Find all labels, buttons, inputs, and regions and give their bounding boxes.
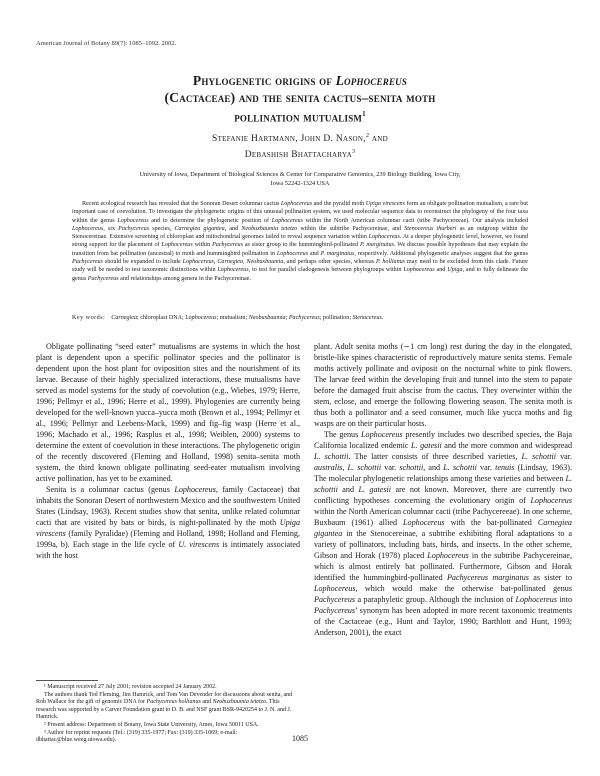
abstract-text: , and to fully delineate the genus (72, 267, 528, 282)
footnote-1: ¹ Manuscript received 27 July 2001; revision accepted 24 January 2002. (44, 684, 217, 690)
keyword-sep: ; (285, 315, 289, 321)
taxon: Pachycereus (314, 595, 356, 604)
footnote-divider (36, 680, 98, 681)
paragraph-text: with the bat-pollinated (444, 518, 538, 527)
author-list (60, 130, 540, 162)
abstract-text: and (434, 267, 448, 274)
abstract-taxon: Stenocereus thurberi (404, 225, 457, 232)
abstract-text: and (308, 250, 321, 257)
abstract-text: Recent ecological research has revealed that the Sonoran Desert columnar cactus (82, 201, 281, 207)
taxon: Lophocereus (403, 518, 445, 527)
taxon: L. schottii (314, 452, 349, 461)
paragraph-text: plant. Adult senita moths (∼1 cm long) rest during the day in the elongated, bristle-like spines characteristic of reproductively mature senita stems. Female moths actively pollinate and oviposit on the nocturnal white to pink flowers. The larvae feed within the developing fruit and tunnel into the stem to papate before the damaged fruit abscise from the cactus. They overwinter within the stem, eclose, and emerge the following flowering season. The senita moth is thus both a pollinator and a seed consumer, much like yucca moths and fig wasps are on their particular hosts. (314, 342, 572, 428)
abstract-text: within (192, 242, 213, 249)
abstract-taxon: Neobuxbaumia tetetzo (241, 225, 298, 232)
abstract-taxon: Carnegiea gigantea (174, 225, 225, 232)
abstract-taxon: Lophocereus (117, 217, 149, 224)
article-title (60, 72, 540, 126)
paragraph (36, 484, 300, 561)
paragraph (36, 341, 300, 484)
paragraph-text: , and (423, 463, 444, 472)
footnote-1-acknowledgments (36, 692, 300, 722)
abstract-taxon: Lophocereus, Carnegiea, Neobuxbaumia (182, 259, 284, 266)
taxon: Lophocereus (427, 551, 469, 560)
paragraph-text: , family Cactaceae) that inhabits the Sonoran Desert of northwestern Mexico and the southwestern United States (Lindsay, 1963). Recent studies show that senita, unlike related columnar cacti that are visited by bats or birds, is night-pollinated by the moth (36, 485, 300, 527)
abstract-text: within the subtribe Pachycereinae, and (297, 225, 405, 232)
abstract-text: should be expanded to include (102, 259, 183, 266)
paragraph (314, 341, 572, 429)
paragraph-text: a paraphyletic group. Although the inclusion of (355, 595, 516, 604)
taxon: Lophocereus (530, 496, 572, 505)
abstract-text: and to determine the phylogenetic position of (148, 217, 272, 224)
body-column-right (314, 341, 572, 638)
abstract-taxon: Upiga virescens (365, 201, 405, 207)
paragraph-text: presently includes two described species, the Baja California localized endemic (314, 430, 572, 450)
taxon: Upiga virescens (36, 518, 300, 538)
abstract-taxon: Lophocereus (72, 225, 104, 232)
paragraph-text: , (342, 463, 348, 472)
paragraph-text: are not known. Moreover, there are currently two conflicting hypotheses concerning the evolutionary origin of (314, 485, 572, 505)
paragraph-text: is intimately associated with the host (36, 540, 300, 560)
paragraph-text: var. (555, 452, 573, 461)
keyword: Lophocereus (185, 315, 217, 321)
taxon: L. gatesii (411, 441, 442, 450)
abstract (72, 200, 528, 283)
taxon: Lophocereus (174, 485, 216, 494)
keyword: Neobuxbaumia (248, 315, 286, 321)
abstract-text: within the North American columnar cacti (tribe Pachycereeae). Our analysis included (302, 217, 529, 224)
paragraph-text: Senita is a columnar cactus (genus (46, 485, 175, 494)
affiliation (60, 170, 540, 188)
paragraph (314, 429, 572, 638)
abstract-text: species, (149, 225, 175, 232)
abstract-text: , respectively. Additional phylogenetic analyses suggest that the genus (354, 250, 528, 257)
paragraph-text: and (337, 485, 359, 494)
abstract-taxon: Pachycereus (87, 275, 119, 282)
paragraph-text: (Lindsay, 1963). The molecular phylogenetic relationships among these varieties and between (314, 463, 572, 483)
abstract-taxon: Lophocereus (280, 201, 313, 207)
title-line-2: (Cactaceae) and the senita cactus–senita moth (164, 90, 436, 105)
author-mark-3: 3 (351, 149, 356, 156)
abstract-taxon: Upiga (447, 267, 463, 274)
keywords (72, 314, 528, 322)
keyword-sep: ; mutualism; (216, 315, 249, 321)
taxon: schottii (399, 463, 424, 472)
taxon: L. schottii (347, 463, 382, 472)
abstract-text: . We discuss possible hypotheses that may explain the transition from bat pollination (ancestral) to moth and hummingbird pollination in (72, 242, 528, 257)
keyword-sep: ; chloroplast DNA; (137, 315, 186, 321)
abstract-text: as sister group to the hummingbird-pollinated (242, 242, 361, 249)
abstract-text: . At a deeper phylogenetic level, however, we found strong support for the placement of (72, 234, 528, 249)
abstract-text: , and perhaps other species, whereas (283, 259, 376, 266)
paragraph-text: (family Pyralidae) (Fleming and Holland, 1998; Holland and Fleming, 1999a, b). Each stage in the life cycle of (36, 529, 300, 549)
paragraph-text: var. (381, 463, 400, 472)
taxon: Lophocereus (361, 430, 403, 439)
journal-citation: American Journal of Botany 89(7): 1085–1092. 2002. (36, 40, 177, 47)
affiliation-line-1: University of Iowa, Department of Biological Sciences & Center for Comparative Genomics, 239 Biology Building, Iowa City, (139, 171, 461, 178)
taxon: L. schottii (521, 452, 556, 461)
paragraph-text: and the more common and widespread (441, 441, 572, 450)
taxon: Lophocereus (515, 595, 557, 604)
keywords-label: Key words: (72, 315, 106, 321)
abstract-taxon: Lophocereus (161, 242, 193, 249)
authors-line-1: Stefanie Hartmann, John D. Nason, (212, 134, 366, 145)
abstract-taxon: Lophocereus (217, 267, 249, 274)
page-number: 1085 (292, 734, 308, 743)
affiliation-line-2: Iowa 52242-1324 USA (270, 180, 330, 187)
taxon: L. schottii (314, 474, 572, 494)
body-column-left (36, 341, 300, 561)
paragraph-text: ’ synonym has been adopted in more recent taxonomic treatments of the Cactaceae (e.g., Hunt and Taylor, 1990; Barthlott and Hunt, 1993; Anderson, 2001), the exact (314, 606, 572, 637)
paragraph-text: in the Stenocereinae, a subtribe exhibiting floral adaptations to a variety of pollinators, including bats, birds, and insects. In the other scheme, Gibson and Horak (1978) placed (314, 529, 572, 560)
footnote-3: ³ Author for reprint requests (Tel.: (319) 335-1977; Fax: (319) 335-1069; e-mail: dbhattac@blue.weeg.uiowa.edu). (36, 729, 238, 744)
abstract-taxon: P. hollianus (375, 259, 406, 266)
title-footnote-mark: 1 (362, 110, 366, 118)
paragraph-text: var. (476, 463, 496, 472)
abstract-text: , six (103, 225, 119, 232)
authors-and: and (369, 134, 388, 145)
paragraph-text: , which would make the otherwise bat-pollinated genus (355, 584, 572, 593)
paragraph-text: into (556, 595, 572, 604)
paragraph-text: . The latter consists of three described varieties, (348, 452, 522, 461)
title-line-3: pollination mutualism (234, 109, 363, 125)
taxon: australis (314, 463, 343, 472)
paragraph-text: as sister to (528, 573, 572, 582)
footnote-text: The authors thank Ted Fleming, Jim Hamrick, and Tom Van Devender for discussions about senita, and Rob Wallace for the gift of genomic DNA for (36, 691, 293, 706)
taxon: Lophocereus (314, 584, 356, 593)
keyword-sep: . (381, 315, 384, 321)
abstract-text: , to test for parallel cladogenesis between phylogroups within (248, 267, 404, 274)
footnote-2: ² Present address: Department of Botany, Iowa State University, Ames, Iowa 50011 USA. (44, 721, 259, 728)
abstract-text: , and (224, 225, 242, 232)
taxon: Pachycereus hollianus (146, 699, 201, 706)
paragraph-text: within the North American columnar cacti (tribe Pachycereeae). In one scheme, Buxbaum (1961) allied (314, 507, 572, 527)
abstract-taxon: Pachycereus (118, 225, 150, 232)
abstract-taxon: Pachycereus (212, 242, 243, 249)
taxon: U. virescens (178, 540, 220, 549)
title-line-1a: Phylogenetic origins of (192, 73, 336, 88)
keyword-sep: ; pollination; (319, 315, 353, 321)
keyword: Stenocereus (352, 315, 382, 321)
taxon: tenuis (495, 463, 515, 472)
title-genus: Lophocereus (335, 73, 408, 88)
taxon: Pachycereus (314, 606, 356, 615)
abstract-text: form an obligate pollination mutualism, a rare but important case of coevolution. To investigate the phylogenetic origins of this unusual pollination system, we used molecular sequence data to reconstruct the phylogeny of the four taxa within the genus (72, 201, 528, 224)
taxon: Neobuxbaumia tetetzo (212, 699, 266, 706)
authors-line-2: Debashish Bhattacharya (244, 150, 352, 161)
abstract-text: and relationships among genera in the Pachycereinae. (118, 275, 251, 282)
abstract-text: may need to be excluded from this clade. Future study will be needed to test taxonomic distinctions within (72, 259, 528, 274)
abstract-taxon: P. marginatus (320, 250, 355, 257)
abstract-taxon: P. marginatus (360, 242, 394, 249)
abstract-text: and the pyralid moth (312, 201, 366, 207)
abstract-taxon: Lophocereus (271, 217, 303, 224)
abstract-taxon: Lophocereus (276, 250, 309, 257)
taxon: L. schottii (443, 463, 477, 472)
taxon: Carnegiea gigantea (314, 518, 572, 538)
abstract-taxon: Lophocereus (368, 234, 400, 241)
paragraph-text: The genus (324, 430, 362, 439)
abstract-text: as an outgroup within the Stenocereinae. Extensive screening of chloroplast and mitochondrial genomes failed to reveal sequence variation within (72, 225, 528, 241)
taxon: Pachycereus marginatus (446, 573, 529, 582)
keyword: Carnegiea (111, 315, 137, 321)
footnote-text: and (200, 699, 213, 706)
author-mark-2: 2 (365, 133, 370, 139)
paragraph-text: Obligate pollinating “seed eater” mutualisms are systems in which the host plant is dependent upon a specific pollinator species and the pollinator is dependent upon the host plant for oviposition sites and the nourishment of its larvae. Because of their highly specialized interactions, these mutualisms have served as model systems for the study of coevolution (e.g., Wiebes, 1979; Herre, 1996; Pellmyr et al., 1996; Herre et al., 1999). Phylogenies are currently being developed for the well-known yucca–yucca moth (Brown et al., 1994; Pellmyr et al., 1996; Pellmyr and Leebens-Mack, 1999) and fig–fig wasp (Herre et al., 1996; Machado et al., 1996; Rasplus et al., 1998; Weiblen, 2000) systems to determine the extent of coevolution in these interactions. The phylogenetic origin of the recently discovered (Fleming and Holland, 1998) senita–senita moth system, the third known obligate pollinating seed-eater mutualism involving active pollination, has yet to be examined. (36, 342, 300, 483)
paragraph-text: in the subtribe Pachycereinae, which is almost entirely bat pollinated. Furthermore, Gibson and Horak identified the hummingbird-pollinated (314, 551, 573, 582)
abstract-taxon: Pachycereus (72, 259, 103, 266)
abstract-taxon: Lophocereus (403, 267, 435, 274)
keyword: Pachycereus (288, 315, 320, 321)
footnote-text: . This research was supported by a Carver Foundation grant to D. B. and NSF grant BSR-9420254 to J. N. and J. Hamrick. (36, 699, 292, 721)
taxon: L. gatesii (358, 485, 392, 494)
